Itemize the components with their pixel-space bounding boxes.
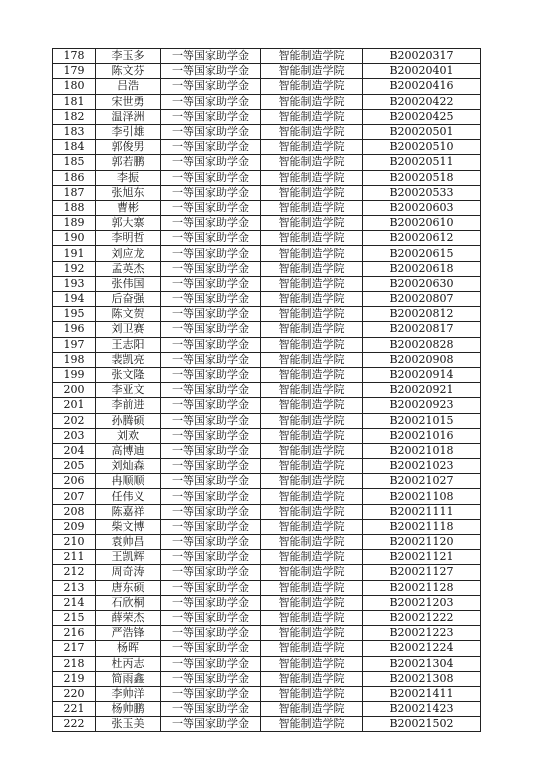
table-row — [53, 64, 481, 79]
row-number-cell: 203 — [53, 428, 96, 443]
student-name-cell: 刘灿森 — [96, 459, 161, 474]
student-id-cell: B20020828 — [363, 337, 481, 352]
table-row — [53, 140, 481, 155]
row-number-cell: 195 — [53, 307, 96, 322]
student-name-cell: 王凯辉 — [96, 550, 161, 565]
college-cell: 智能制造学院 — [261, 124, 363, 139]
student-id-cell: B20021502 — [363, 717, 481, 732]
award-type-cell: 一等国家助学金 — [161, 94, 261, 109]
student-name-cell: 李亚文 — [96, 383, 161, 398]
table-row — [53, 656, 481, 671]
table-row — [53, 671, 481, 686]
table-row — [53, 322, 481, 337]
award-type-cell: 一等国家助学金 — [161, 170, 261, 185]
row-number-cell: 197 — [53, 337, 96, 352]
row-number-cell: 199 — [53, 367, 96, 382]
college-cell: 智能制造学院 — [261, 717, 363, 732]
student-id-cell: B20021223 — [363, 626, 481, 641]
college-cell: 智能制造学院 — [261, 140, 363, 155]
table-row — [53, 170, 481, 185]
college-cell: 智能制造学院 — [261, 535, 363, 550]
award-type-cell: 一等国家助学金 — [161, 383, 261, 398]
student-name-cell: 温泽洲 — [96, 109, 161, 124]
row-number-cell: 194 — [53, 292, 96, 307]
award-type-cell: 一等国家助学金 — [161, 246, 261, 261]
table-row — [53, 307, 481, 322]
college-cell: 智能制造学院 — [261, 49, 363, 64]
student-name-cell: 石欣桐 — [96, 595, 161, 610]
student-id-cell: B20021023 — [363, 459, 481, 474]
row-number-cell: 219 — [53, 671, 96, 686]
table-row — [53, 109, 481, 124]
student-id-cell: B20021111 — [363, 504, 481, 519]
award-type-cell: 一等国家助学金 — [161, 109, 261, 124]
award-type-cell: 一等国家助学金 — [161, 337, 261, 352]
college-cell: 智能制造学院 — [261, 276, 363, 291]
student-id-cell: B20020425 — [363, 109, 481, 124]
student-id-cell: B20021016 — [363, 428, 481, 443]
student-name-cell: 曹彬 — [96, 200, 161, 215]
college-cell: 智能制造学院 — [261, 246, 363, 261]
student-id-cell: B20020630 — [363, 276, 481, 291]
award-type-cell: 一等国家助学金 — [161, 216, 261, 231]
college-cell: 智能制造学院 — [261, 307, 363, 322]
student-name-cell: 宋世勇 — [96, 94, 161, 109]
student-name-cell: 杨晖 — [96, 641, 161, 656]
table-row — [53, 717, 481, 732]
student-name-cell: 孟英杰 — [96, 261, 161, 276]
student-id-cell: B20021304 — [363, 656, 481, 671]
student-name-cell: 刘欢 — [96, 428, 161, 443]
award-type-cell: 一等国家助学金 — [161, 459, 261, 474]
row-number-cell: 206 — [53, 474, 96, 489]
student-id-cell: B20021128 — [363, 580, 481, 595]
row-number-cell: 182 — [53, 109, 96, 124]
award-type-cell: 一等国家助学金 — [161, 535, 261, 550]
student-name-cell: 郭大寨 — [96, 216, 161, 231]
student-name-cell: 周奇涛 — [96, 565, 161, 580]
award-type-cell: 一等国家助学金 — [161, 352, 261, 367]
scholarship-table — [52, 48, 481, 732]
student-name-cell: 李帅洋 — [96, 686, 161, 701]
student-name-cell: 裴凯亮 — [96, 352, 161, 367]
table-row — [53, 383, 481, 398]
table-row — [53, 246, 481, 261]
table-row — [53, 155, 481, 170]
table-row — [53, 352, 481, 367]
award-type-cell: 一等国家助学金 — [161, 717, 261, 732]
table-row — [53, 292, 481, 307]
college-cell: 智能制造学院 — [261, 489, 363, 504]
table-row — [53, 459, 481, 474]
student-id-cell: B20021423 — [363, 702, 481, 717]
row-number-cell: 214 — [53, 595, 96, 610]
student-id-cell: B20020612 — [363, 231, 481, 246]
award-type-cell: 一等国家助学金 — [161, 519, 261, 534]
award-type-cell: 一等国家助学金 — [161, 702, 261, 717]
table-row — [53, 185, 481, 200]
college-cell: 智能制造学院 — [261, 656, 363, 671]
student-id-cell: B20020914 — [363, 367, 481, 382]
student-name-cell: 陈文贺 — [96, 307, 161, 322]
student-id-cell: B20020618 — [363, 261, 481, 276]
table-row — [53, 550, 481, 565]
award-type-cell: 一等国家助学金 — [161, 626, 261, 641]
student-name-cell: 张玉美 — [96, 717, 161, 732]
college-cell: 智能制造学院 — [261, 383, 363, 398]
student-id-cell: B20020923 — [363, 398, 481, 413]
student-id-cell: B20020533 — [363, 185, 481, 200]
student-name-cell: 杨帅鹏 — [96, 702, 161, 717]
row-number-cell: 204 — [53, 443, 96, 458]
award-type-cell: 一等国家助学金 — [161, 140, 261, 155]
college-cell: 智能制造学院 — [261, 443, 363, 458]
college-cell: 智能制造学院 — [261, 474, 363, 489]
award-type-cell: 一等国家助学金 — [161, 64, 261, 79]
table-row — [53, 489, 481, 504]
student-name-cell: 简雨鑫 — [96, 671, 161, 686]
row-number-cell: 200 — [53, 383, 96, 398]
student-id-cell: B20020908 — [363, 352, 481, 367]
award-type-cell: 一等国家助学金 — [161, 155, 261, 170]
table-row — [53, 504, 481, 519]
college-cell: 智能制造学院 — [261, 580, 363, 595]
row-number-cell: 222 — [53, 717, 96, 732]
student-id-cell: B20021027 — [363, 474, 481, 489]
table-row — [53, 580, 481, 595]
row-number-cell: 220 — [53, 686, 96, 701]
row-number-cell: 192 — [53, 261, 96, 276]
award-type-cell: 一等国家助学金 — [161, 322, 261, 337]
student-id-cell: B20021108 — [363, 489, 481, 504]
award-type-cell: 一等国家助学金 — [161, 185, 261, 200]
student-id-cell: B20021018 — [363, 443, 481, 458]
student-id-cell: B20021118 — [363, 519, 481, 534]
table-row — [53, 428, 481, 443]
row-number-cell: 198 — [53, 352, 96, 367]
award-type-cell: 一等国家助学金 — [161, 580, 261, 595]
student-name-cell: 郭若鹏 — [96, 155, 161, 170]
row-number-cell: 193 — [53, 276, 96, 291]
table-row — [53, 231, 481, 246]
award-type-cell: 一等国家助学金 — [161, 656, 261, 671]
table-row — [53, 367, 481, 382]
row-number-cell: 217 — [53, 641, 96, 656]
college-cell: 智能制造学院 — [261, 550, 363, 565]
student-id-cell: B20020317 — [363, 49, 481, 64]
college-cell: 智能制造学院 — [261, 261, 363, 276]
row-number-cell: 218 — [53, 656, 96, 671]
college-cell: 智能制造学院 — [261, 64, 363, 79]
college-cell: 智能制造学院 — [261, 231, 363, 246]
row-number-cell: 180 — [53, 79, 96, 94]
award-type-cell: 一等国家助学金 — [161, 292, 261, 307]
award-type-cell: 一等国家助学金 — [161, 504, 261, 519]
student-name-cell: 郭俊男 — [96, 140, 161, 155]
student-name-cell: 薛荣杰 — [96, 610, 161, 625]
row-number-cell: 196 — [53, 322, 96, 337]
award-type-cell: 一等国家助学金 — [161, 398, 261, 413]
college-cell: 智能制造学院 — [261, 367, 363, 382]
student-id-cell: B20021127 — [363, 565, 481, 580]
table-row — [53, 49, 481, 64]
college-cell: 智能制造学院 — [261, 216, 363, 231]
college-cell: 智能制造学院 — [261, 459, 363, 474]
student-id-cell: B20021203 — [363, 595, 481, 610]
student-name-cell: 张旭东 — [96, 185, 161, 200]
student-id-cell: B20021224 — [363, 641, 481, 656]
college-cell: 智能制造学院 — [261, 641, 363, 656]
student-id-cell: B20021308 — [363, 671, 481, 686]
award-type-cell: 一等国家助学金 — [161, 550, 261, 565]
student-name-cell: 任伟义 — [96, 489, 161, 504]
award-type-cell: 一等国家助学金 — [161, 671, 261, 686]
row-number-cell: 208 — [53, 504, 96, 519]
student-id-cell: B20020921 — [363, 383, 481, 398]
table-row — [53, 702, 481, 717]
college-cell: 智能制造学院 — [261, 413, 363, 428]
student-id-cell: B20021120 — [363, 535, 481, 550]
student-id-cell: B20020807 — [363, 292, 481, 307]
college-cell: 智能制造学院 — [261, 337, 363, 352]
table-row — [53, 686, 481, 701]
table-row — [53, 610, 481, 625]
award-type-cell: 一等国家助学金 — [161, 231, 261, 246]
college-cell: 智能制造学院 — [261, 565, 363, 580]
row-number-cell: 207 — [53, 489, 96, 504]
row-number-cell: 186 — [53, 170, 96, 185]
table-row — [53, 200, 481, 215]
row-number-cell: 179 — [53, 64, 96, 79]
award-type-cell: 一等国家助学金 — [161, 200, 261, 215]
row-number-cell: 181 — [53, 94, 96, 109]
table-row — [53, 398, 481, 413]
college-cell: 智能制造学院 — [261, 595, 363, 610]
college-cell: 智能制造学院 — [261, 626, 363, 641]
student-name-cell: 李振 — [96, 170, 161, 185]
row-number-cell: 202 — [53, 413, 96, 428]
student-id-cell: B20020510 — [363, 140, 481, 155]
award-type-cell: 一等国家助学金 — [161, 79, 261, 94]
college-cell: 智能制造学院 — [261, 504, 363, 519]
student-name-cell: 王志阳 — [96, 337, 161, 352]
row-number-cell: 211 — [53, 550, 96, 565]
table-row — [53, 337, 481, 352]
award-type-cell: 一等国家助学金 — [161, 124, 261, 139]
college-cell: 智能制造学院 — [261, 519, 363, 534]
college-cell: 智能制造学院 — [261, 610, 363, 625]
award-type-cell: 一等国家助学金 — [161, 261, 261, 276]
table-row — [53, 413, 481, 428]
student-name-cell: 杜丙志 — [96, 656, 161, 671]
college-cell: 智能制造学院 — [261, 398, 363, 413]
student-name-cell: 柴文博 — [96, 519, 161, 534]
award-type-cell: 一等国家助学金 — [161, 565, 261, 580]
college-cell: 智能制造学院 — [261, 686, 363, 701]
student-id-cell: B20021121 — [363, 550, 481, 565]
row-number-cell: 183 — [53, 124, 96, 139]
row-number-cell: 213 — [53, 580, 96, 595]
student-id-cell: B20020812 — [363, 307, 481, 322]
table-row — [53, 535, 481, 550]
student-name-cell: 严浩锋 — [96, 626, 161, 641]
student-name-cell: 袁帅昌 — [96, 535, 161, 550]
student-id-cell: B20020817 — [363, 322, 481, 337]
row-number-cell: 216 — [53, 626, 96, 641]
college-cell: 智能制造学院 — [261, 155, 363, 170]
table-row — [53, 565, 481, 580]
student-name-cell: 张文隆 — [96, 367, 161, 382]
student-id-cell: B20021015 — [363, 413, 481, 428]
row-number-cell: 209 — [53, 519, 96, 534]
award-type-cell: 一等国家助学金 — [161, 595, 261, 610]
student-id-cell: B20020416 — [363, 79, 481, 94]
row-number-cell: 184 — [53, 140, 96, 155]
table-row — [53, 626, 481, 641]
table-row — [53, 443, 481, 458]
table-row — [53, 595, 481, 610]
award-type-cell: 一等国家助学金 — [161, 489, 261, 504]
table-row — [53, 216, 481, 231]
award-type-cell: 一等国家助学金 — [161, 49, 261, 64]
award-type-cell: 一等国家助学金 — [161, 413, 261, 428]
table-row — [53, 79, 481, 94]
award-type-cell: 一等国家助学金 — [161, 610, 261, 625]
college-cell: 智能制造学院 — [261, 671, 363, 686]
student-id-cell: B20020501 — [363, 124, 481, 139]
college-cell: 智能制造学院 — [261, 322, 363, 337]
table-body — [53, 49, 481, 732]
student-id-cell: B20020422 — [363, 94, 481, 109]
student-id-cell: B20020518 — [363, 170, 481, 185]
college-cell: 智能制造学院 — [261, 292, 363, 307]
college-cell: 智能制造学院 — [261, 702, 363, 717]
row-number-cell: 212 — [53, 565, 96, 580]
student-name-cell: 刘应龙 — [96, 246, 161, 261]
student-name-cell: 高博迪 — [96, 443, 161, 458]
award-type-cell: 一等国家助学金 — [161, 367, 261, 382]
award-type-cell: 一等国家助学金 — [161, 443, 261, 458]
student-name-cell: 冉顺顺 — [96, 474, 161, 489]
student-id-cell: B20020610 — [363, 216, 481, 231]
college-cell: 智能制造学院 — [261, 428, 363, 443]
student-id-cell: B20020615 — [363, 246, 481, 261]
row-number-cell: 201 — [53, 398, 96, 413]
row-number-cell: 210 — [53, 535, 96, 550]
award-type-cell: 一等国家助学金 — [161, 428, 261, 443]
student-name-cell: 后奋强 — [96, 292, 161, 307]
student-id-cell: B20021411 — [363, 686, 481, 701]
student-name-cell: 吕浩 — [96, 79, 161, 94]
student-name-cell: 孙腾硕 — [96, 413, 161, 428]
table-row — [53, 276, 481, 291]
row-number-cell: 178 — [53, 49, 96, 64]
student-id-cell: B20020511 — [363, 155, 481, 170]
college-cell: 智能制造学院 — [261, 352, 363, 367]
table-row — [53, 519, 481, 534]
student-id-cell: B20021222 — [363, 610, 481, 625]
table-row — [53, 641, 481, 656]
row-number-cell: 187 — [53, 185, 96, 200]
student-name-cell: 唐东硕 — [96, 580, 161, 595]
college-cell: 智能制造学院 — [261, 109, 363, 124]
student-name-cell: 陈嘉祥 — [96, 504, 161, 519]
award-type-cell: 一等国家助学金 — [161, 307, 261, 322]
award-type-cell: 一等国家助学金 — [161, 641, 261, 656]
college-cell: 智能制造学院 — [261, 200, 363, 215]
award-type-cell: 一等国家助学金 — [161, 276, 261, 291]
student-name-cell: 李玉多 — [96, 49, 161, 64]
award-type-cell: 一等国家助学金 — [161, 474, 261, 489]
row-number-cell: 215 — [53, 610, 96, 625]
college-cell: 智能制造学院 — [261, 185, 363, 200]
table-row — [53, 124, 481, 139]
student-name-cell: 李前进 — [96, 398, 161, 413]
row-number-cell: 189 — [53, 216, 96, 231]
table-row — [53, 474, 481, 489]
student-name-cell: 陈文芬 — [96, 64, 161, 79]
student-name-cell: 李引雄 — [96, 124, 161, 139]
row-number-cell: 221 — [53, 702, 96, 717]
student-name-cell: 李明哲 — [96, 231, 161, 246]
row-number-cell: 205 — [53, 459, 96, 474]
college-cell: 智能制造学院 — [261, 170, 363, 185]
table-row — [53, 94, 481, 109]
student-name-cell: 刘卫赛 — [96, 322, 161, 337]
table-row — [53, 261, 481, 276]
college-cell: 智能制造学院 — [261, 79, 363, 94]
row-number-cell: 185 — [53, 155, 96, 170]
student-id-cell: B20020401 — [363, 64, 481, 79]
row-number-cell: 190 — [53, 231, 96, 246]
row-number-cell: 191 — [53, 246, 96, 261]
row-number-cell: 188 — [53, 200, 96, 215]
student-name-cell: 张伟国 — [96, 276, 161, 291]
college-cell: 智能制造学院 — [261, 94, 363, 109]
award-type-cell: 一等国家助学金 — [161, 686, 261, 701]
student-id-cell: B20020603 — [363, 200, 481, 215]
